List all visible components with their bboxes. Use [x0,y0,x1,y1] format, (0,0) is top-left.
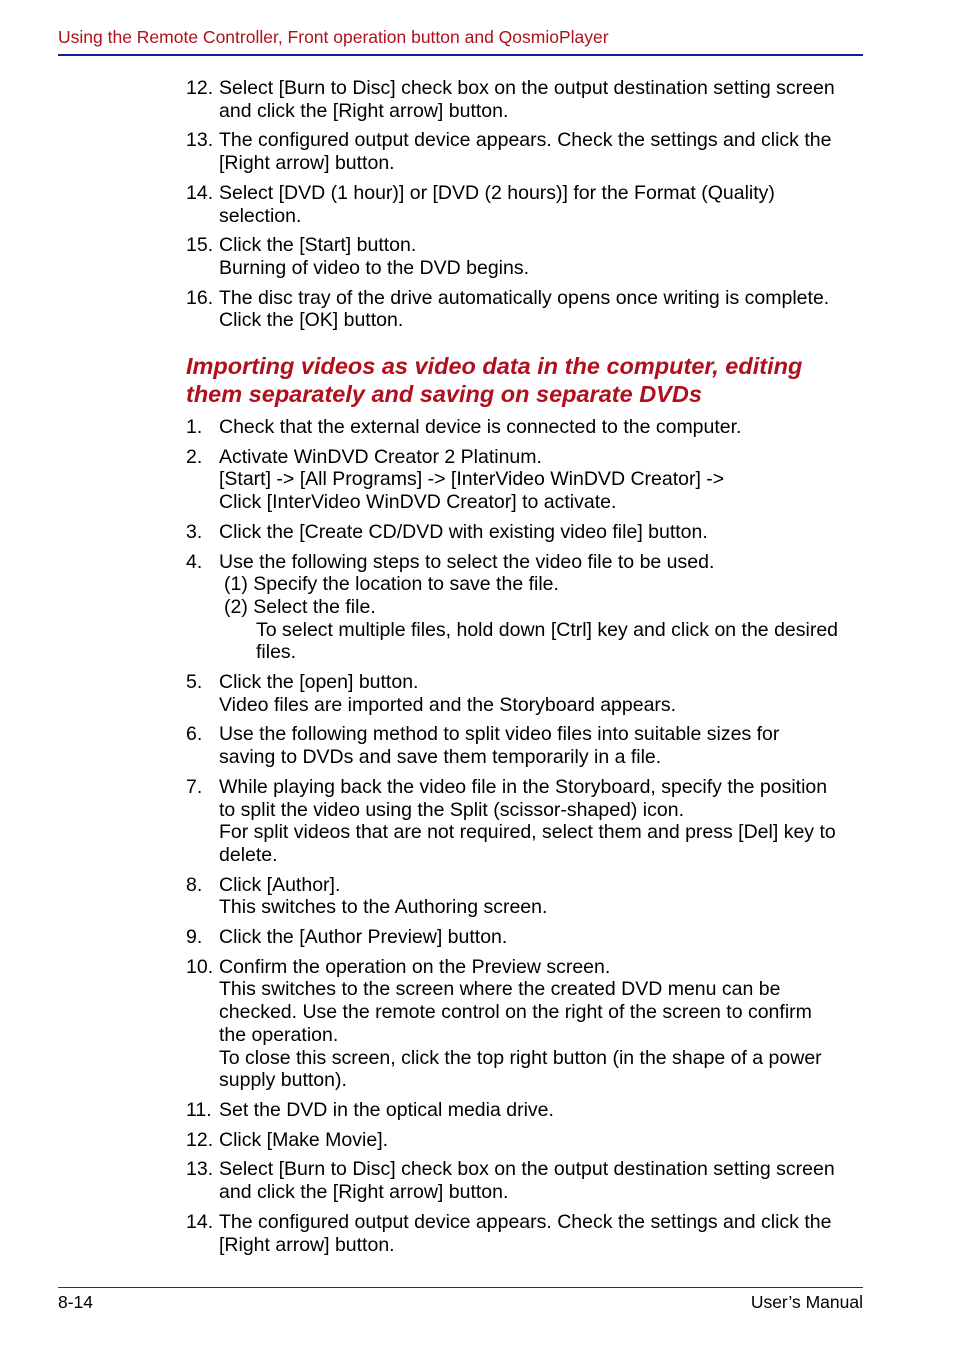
list-item [186,77,866,122]
step-text: selection. [219,204,302,227]
step-number: 14. [186,1210,214,1233]
list-item [186,446,866,514]
step-text: Click [InterVideo WinDVD Creator] to activate. [219,491,617,514]
step-text: [Right arrow] button. [219,1233,395,1256]
step-number: 6. [186,723,203,746]
list-item [186,129,866,174]
section-heading-line: them separately and saving on separate DVDs [186,381,702,407]
step-text: Set the DVD in the optical media drive. [219,1098,554,1121]
list-item [186,287,866,332]
footer-rule [58,1287,863,1288]
substep-text: (1) Specify the location to save the file. [224,573,559,596]
page-number: 8-14 [58,1292,94,1312]
step-number: 12. [186,1128,214,1151]
list-item [186,671,866,716]
step-text: Select [DVD (1 hour)] or [DVD (2 hours)] for the Format (Quality) [219,181,775,204]
list-item [186,1211,866,1256]
step-text: Select [Burn to Disc] check box on the output destination setting screen [219,77,835,99]
list-item [186,926,866,949]
step-text: This switches to the Authoring screen. [219,896,548,919]
list-item [186,956,866,1092]
step-text: Video files are imported and the Storyboard appears. [219,693,677,716]
step-text: Click the [Author Preview] button. [219,926,508,949]
step-number: 15. [186,234,214,257]
step-text: This switches to the screen where the created DVD menu can be [219,978,781,1001]
step-list [186,416,866,1256]
step-number: 8. [186,873,203,896]
step-text: Click the [open] button. [219,671,419,694]
step-text: To close this screen, click the top right button (in the shape of a power [219,1046,822,1069]
step-number: 3. [186,520,203,543]
step-text: Select [Burn to Disc] check box on the output destination setting screen [219,1158,835,1181]
list-item [186,1158,866,1203]
substep-text: To select multiple files, hold down [Ctrl] key and click on the desired [256,618,839,641]
list-item [186,234,866,279]
continued-step-list [186,77,866,332]
step-text: Click [Make Movie]. [219,1128,389,1151]
list-item [186,723,866,768]
step-text: Burning of video to the DVD begins. [219,256,530,279]
step-number: 13. [186,1158,214,1181]
step-number: 10. [186,955,214,978]
step-text: Click the [Create CD/DVD with existing video file] button. [219,520,708,543]
step-text: the operation. [219,1023,339,1046]
step-text: and click the [Right arrow] button. [219,1181,509,1204]
step-text: The disc tray of the drive automatically opens once writing is complete. [219,286,830,309]
step-text: The configured output device appears. Check the settings and click the [219,129,832,152]
step-text: Confirm the operation on the Preview screen. [219,955,611,978]
step-number: 16. [186,286,214,309]
substep-text: files. [256,641,297,664]
list-item [186,551,866,665]
step-number: 12. [186,77,214,99]
list-item [186,1129,866,1152]
list-item [186,776,866,867]
step-text: Check that the external device is connected to the computer. [219,416,742,438]
step-text: Use the following method to split video files into suitable sizes for [219,723,780,746]
step-text: supply button). [219,1069,347,1092]
step-text: and click the [Right arrow] button. [219,99,509,122]
step-text: Click the [Start] button. [219,234,417,257]
step-text: Click [Author]. [219,873,341,896]
step-text: delete. [219,843,278,866]
step-number: 13. [186,129,214,152]
step-text: While playing back the video file in the Storyboard, specify the position [219,775,828,798]
list-item [186,874,866,919]
list-item [186,416,866,439]
manual-label: User’s Manual [750,1292,863,1312]
step-number: 7. [186,775,203,798]
step-text: checked. Use the remote control on the right of the screen to confirm [219,1001,812,1024]
step-text: For split videos that are not required, select them and press [Del] key to [219,821,836,844]
section-heading-line: Importing videos as video data in the computer, editing [186,353,803,379]
header-rule [58,54,863,56]
header-title: Using the Remote Controller, Front operation button and QosmioPlayer [58,27,609,47]
step-number: 14. [186,181,214,204]
step-text: Activate WinDVD Creator 2 Platinum. [219,445,542,468]
step-number: 2. [186,445,203,468]
step-text: [Start] -> [All Programs] -> [InterVideo WinDVD Creator] -> [219,468,725,491]
step-text: to split the video using the Split (scissor-shaped) icon. [219,798,684,821]
list-item [186,521,866,544]
step-text: The configured output device appears. Check the settings and click the [219,1210,832,1233]
step-number: 4. [186,550,203,573]
step-number: 5. [186,671,203,694]
step-text: Use the following steps to select the video file to be used. [219,550,715,573]
step-number: 9. [186,926,203,949]
section-heading [186,352,802,408]
step-number: 11. [186,1098,212,1121]
substep-text: (2) Select the file. [224,595,376,618]
step-number: 1. [186,416,203,438]
list-item [186,182,866,227]
step-text: saving to DVDs and save them temporarily in a file. [219,746,662,769]
step-text: Click the [OK] button. [219,309,404,332]
step-text: [Right arrow] button. [219,152,395,175]
list-item [186,1099,866,1122]
